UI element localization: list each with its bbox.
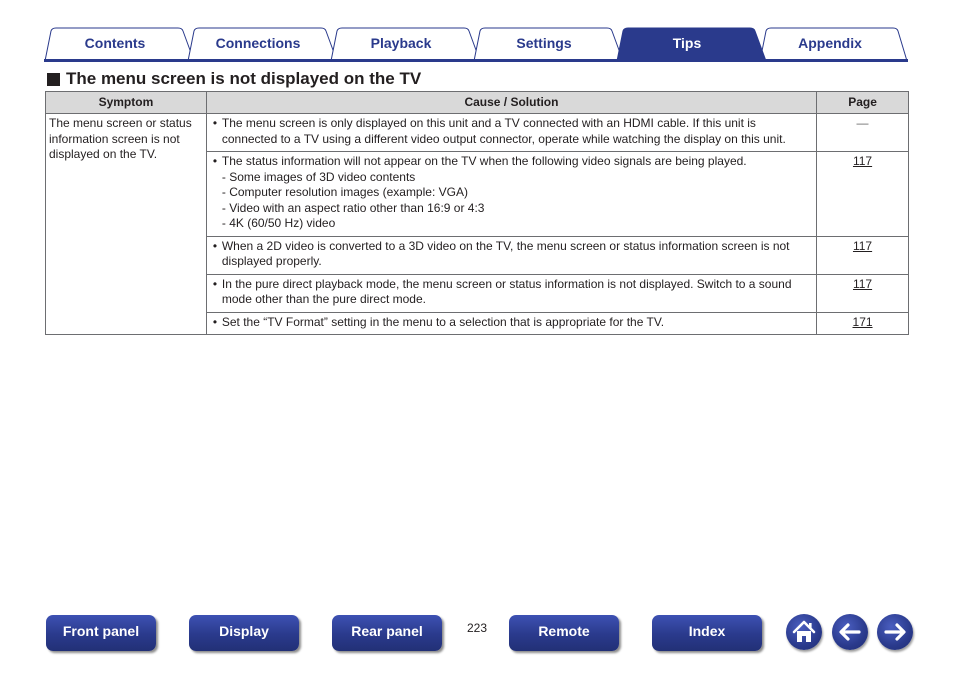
page-cell <box>817 152 909 237</box>
page-cell <box>817 274 909 312</box>
home-icon <box>786 614 822 650</box>
remote-button[interactable]: Remote <box>509 615 619 651</box>
tab-connections-label: Connections <box>215 35 301 51</box>
tab-playback-label: Playback <box>370 35 432 51</box>
tab-settings-label: Settings <box>516 35 572 51</box>
cause-text: The menu screen is only displayed on this unit and a TV connected with an HDMI cable. If this unit is connected to a TV using a different video output connector, operate while watching the display on this unit. <box>221 116 786 146</box>
page-cell <box>817 114 909 152</box>
bullet-icon: • <box>212 154 218 168</box>
bullet-icon: • <box>212 116 218 130</box>
page-none: — <box>856 116 869 130</box>
page-number: 223 <box>466 621 488 635</box>
tab-appendix-label: Appendix <box>798 35 862 51</box>
back-button[interactable] <box>832 614 868 650</box>
page-link[interactable]: 117 <box>852 276 873 291</box>
cause-text: The status information will not appear on the TV when the following video signals are being played. <box>221 154 747 168</box>
cause-text: Set the “TV Format” setting in the menu to a selection that is appropriate for the TV. <box>221 314 665 329</box>
cause-cell <box>206 114 816 152</box>
rear-panel-button[interactable]: Rear panel <box>332 615 442 651</box>
forward-button[interactable] <box>877 614 913 650</box>
heading-square-icon <box>47 73 60 86</box>
bullet-icon: • <box>212 314 218 329</box>
display-button[interactable]: Display <box>189 615 299 651</box>
cause-text: When a 2D video is converted to a 3D video on the TV, the menu screen or status information screen is not displayed properly. <box>221 238 790 268</box>
index-button[interactable]: Index <box>652 615 762 651</box>
troubleshooting-table <box>45 91 909 335</box>
page-cell <box>817 236 909 274</box>
arrow-right-icon <box>877 614 913 650</box>
tab-bar <box>44 27 908 63</box>
header-cause: Cause / Solution <box>206 92 816 114</box>
bullet-icon: • <box>212 276 218 291</box>
cause-text: In the pure direct playback mode, the menu screen or status information is not displayed. Switch to a sound mode other than the pure direct mode. <box>221 276 792 306</box>
header-symptom: Symptom <box>46 92 207 114</box>
table-row <box>46 114 909 152</box>
cause-cell <box>206 274 816 312</box>
cause-cell <box>206 312 816 335</box>
page-link[interactable]: 171 <box>852 314 873 329</box>
front-panel-button[interactable]: Front panel <box>46 615 156 651</box>
section-title: The menu screen is not displayed on the TV <box>66 69 422 88</box>
tab-contents-label: Contents <box>84 35 146 51</box>
table-header-row <box>46 92 909 114</box>
page-cell <box>817 312 909 335</box>
home-button[interactable] <box>786 614 822 650</box>
cause-cell <box>206 152 816 237</box>
header-page: Page <box>817 92 909 114</box>
bullet-icon: • <box>212 238 218 253</box>
cause-cell <box>206 236 816 274</box>
sub-item: - Some images of 3D video contents <box>221 169 416 184</box>
sub-item: - 4K (60/50 Hz) video <box>221 216 336 230</box>
sub-item: - Video with an aspect ratio other than 16:9 or 4:3 <box>221 200 485 215</box>
sub-item: - Computer resolution images (example: VGA) <box>221 185 468 199</box>
page-link[interactable]: 117 <box>852 238 873 253</box>
arrow-left-icon <box>832 614 868 650</box>
page-link[interactable]: 117 <box>852 154 873 168</box>
symptom-cell: The menu screen or status information screen is not displayed on the TV. <box>46 114 207 335</box>
section-heading <box>47 68 421 90</box>
tab-tips-label: Tips <box>672 35 702 51</box>
